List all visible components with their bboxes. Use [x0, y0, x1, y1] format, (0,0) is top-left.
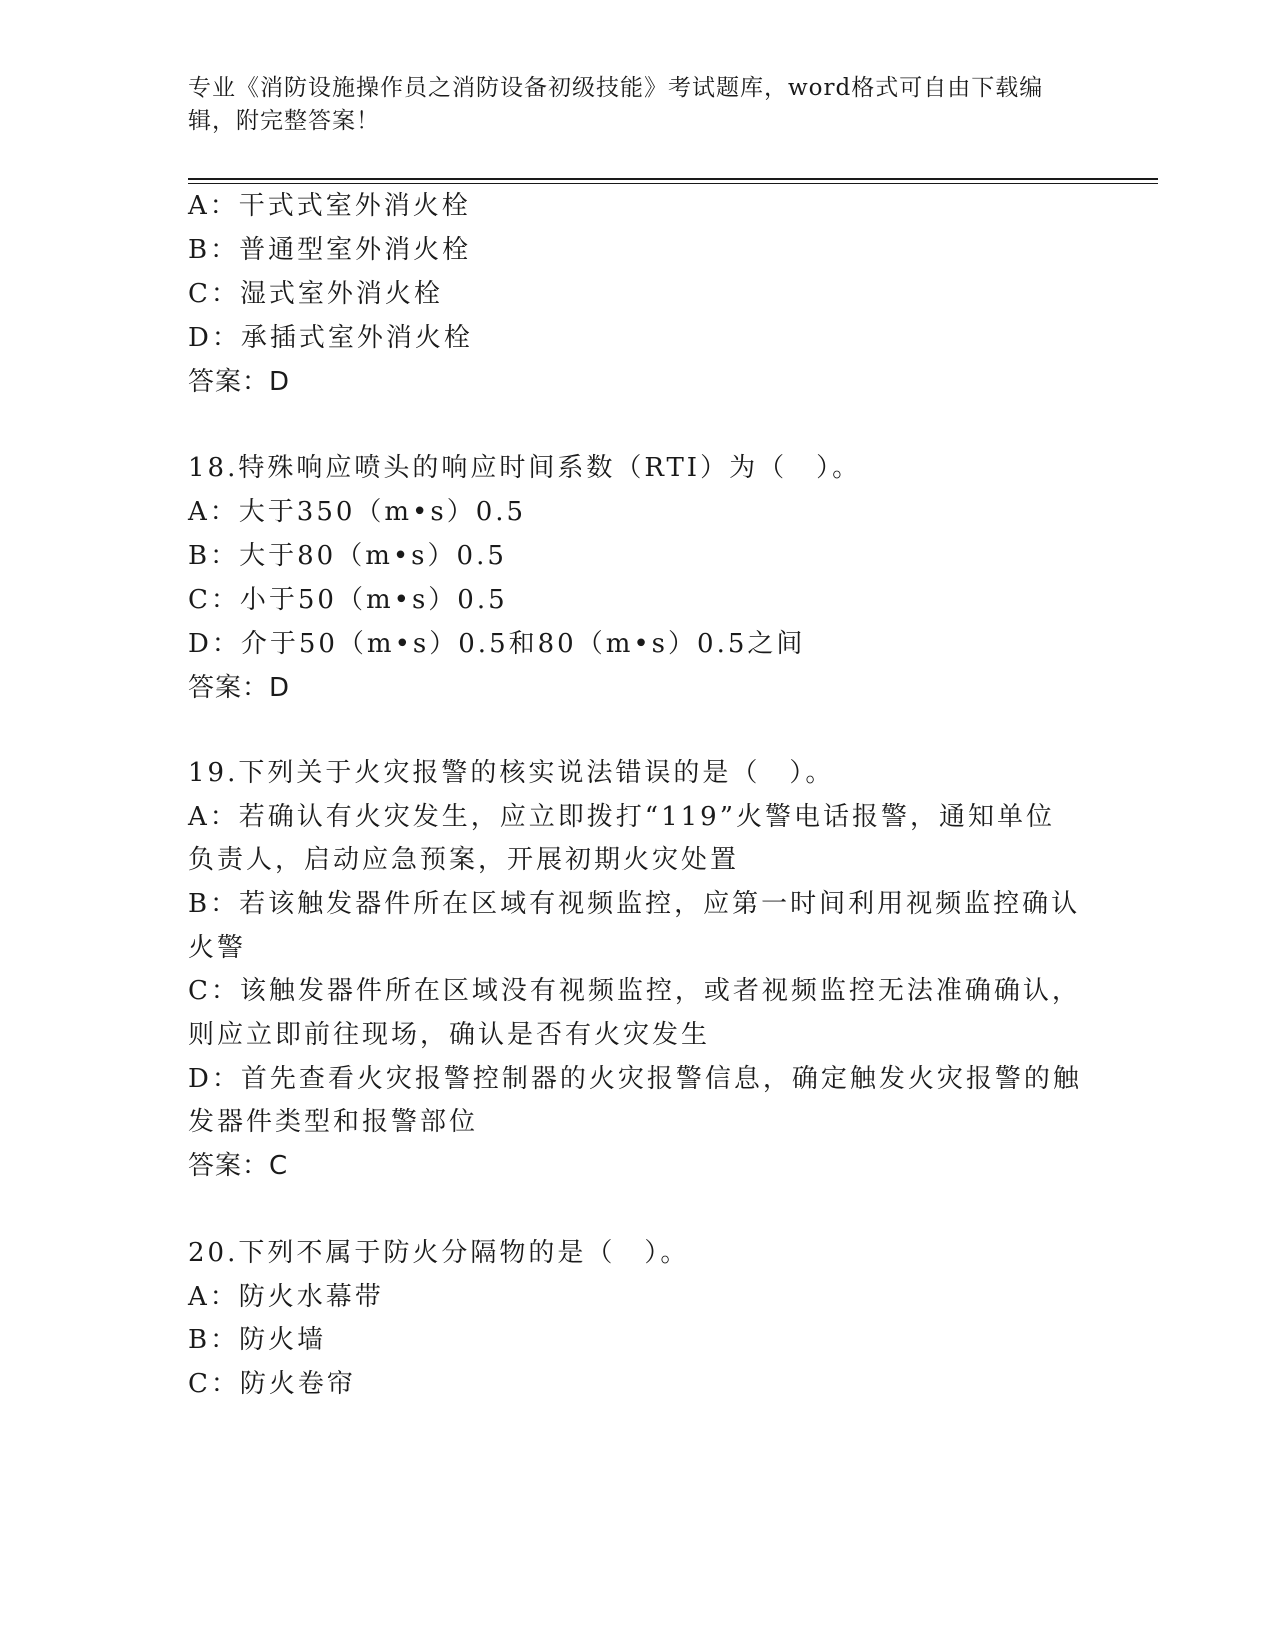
q17-option-d: D：承插式室外消火栓 [188, 323, 473, 353]
header-line-2: 辑，附完整答案！ [188, 108, 380, 134]
q17-option-b: B：普通型室外消火栓 [188, 235, 472, 265]
q17-answer: 答案：D [188, 367, 291, 397]
q20-option-c: C：防火卷帘 [188, 1369, 356, 1399]
q18-question: 18.特殊响应喷头的响应时间系数（RTI）为（ ）。 [188, 453, 862, 483]
q19-option-b-line-1: B：若该触发器件所在区域有视频监控，应第一时间利用视频监控确认 [188, 889, 1081, 919]
header-divider-thick [188, 178, 1158, 180]
q20-option-a: A：防火水幕带 [188, 1282, 384, 1312]
q18-answer: 答案：D [188, 673, 291, 703]
q19-option-d-line-2: 发器件类型和报警部位 [188, 1107, 479, 1137]
q18-option-d: D：介于50（m•s）0.5和80（m•s）0.5之间 [188, 629, 806, 659]
q19-option-d-line-1: D：首先查看火灾报警控制器的火灾报警信息，确定触发火灾报警的触 [188, 1064, 1082, 1094]
q19-question: 19.下列关于火灾报警的核实说法错误的是（ ）。 [188, 758, 835, 788]
q18-option-a: A：大于350（m•s）0.5 [188, 497, 527, 527]
q18-option-c: C：小于50（m•s）0.5 [188, 585, 508, 615]
q19-answer: 答案：C [188, 1151, 289, 1181]
q20-question: 20.下列不属于防火分隔物的是（ ）。 [188, 1238, 690, 1268]
q17-option-c: C：湿式室外消火栓 [188, 279, 443, 309]
q19-option-a-line-1: A：若确认有火灾发生，应立即拨打“119”火警电话报警，通知单位 [188, 802, 1055, 832]
header-divider-thin [188, 183, 1158, 184]
q19-option-a-line-2: 负责人，启动应急预案，开展初期火灾处置 [188, 845, 740, 875]
q19-option-b-line-2: 火警 [188, 933, 247, 963]
q17-option-a: A：干式式室外消火栓 [188, 191, 471, 221]
q19-option-c-line-1: C：该触发器件所在区域没有视频监控，或者视频监控无法准确确认， [188, 976, 1081, 1006]
header-line-1: 专业《消防设施操作员之消防设备初级技能》考试题库，word格式可自由下载编 [188, 75, 1044, 101]
q20-option-b: B：防火墙 [188, 1325, 327, 1355]
document-header [188, 72, 1068, 138]
q19-option-c-line-2: 则应立即前往现场，确认是否有火灾发生 [188, 1020, 711, 1050]
q18-option-b: B：大于80（m•s）0.5 [188, 541, 507, 571]
